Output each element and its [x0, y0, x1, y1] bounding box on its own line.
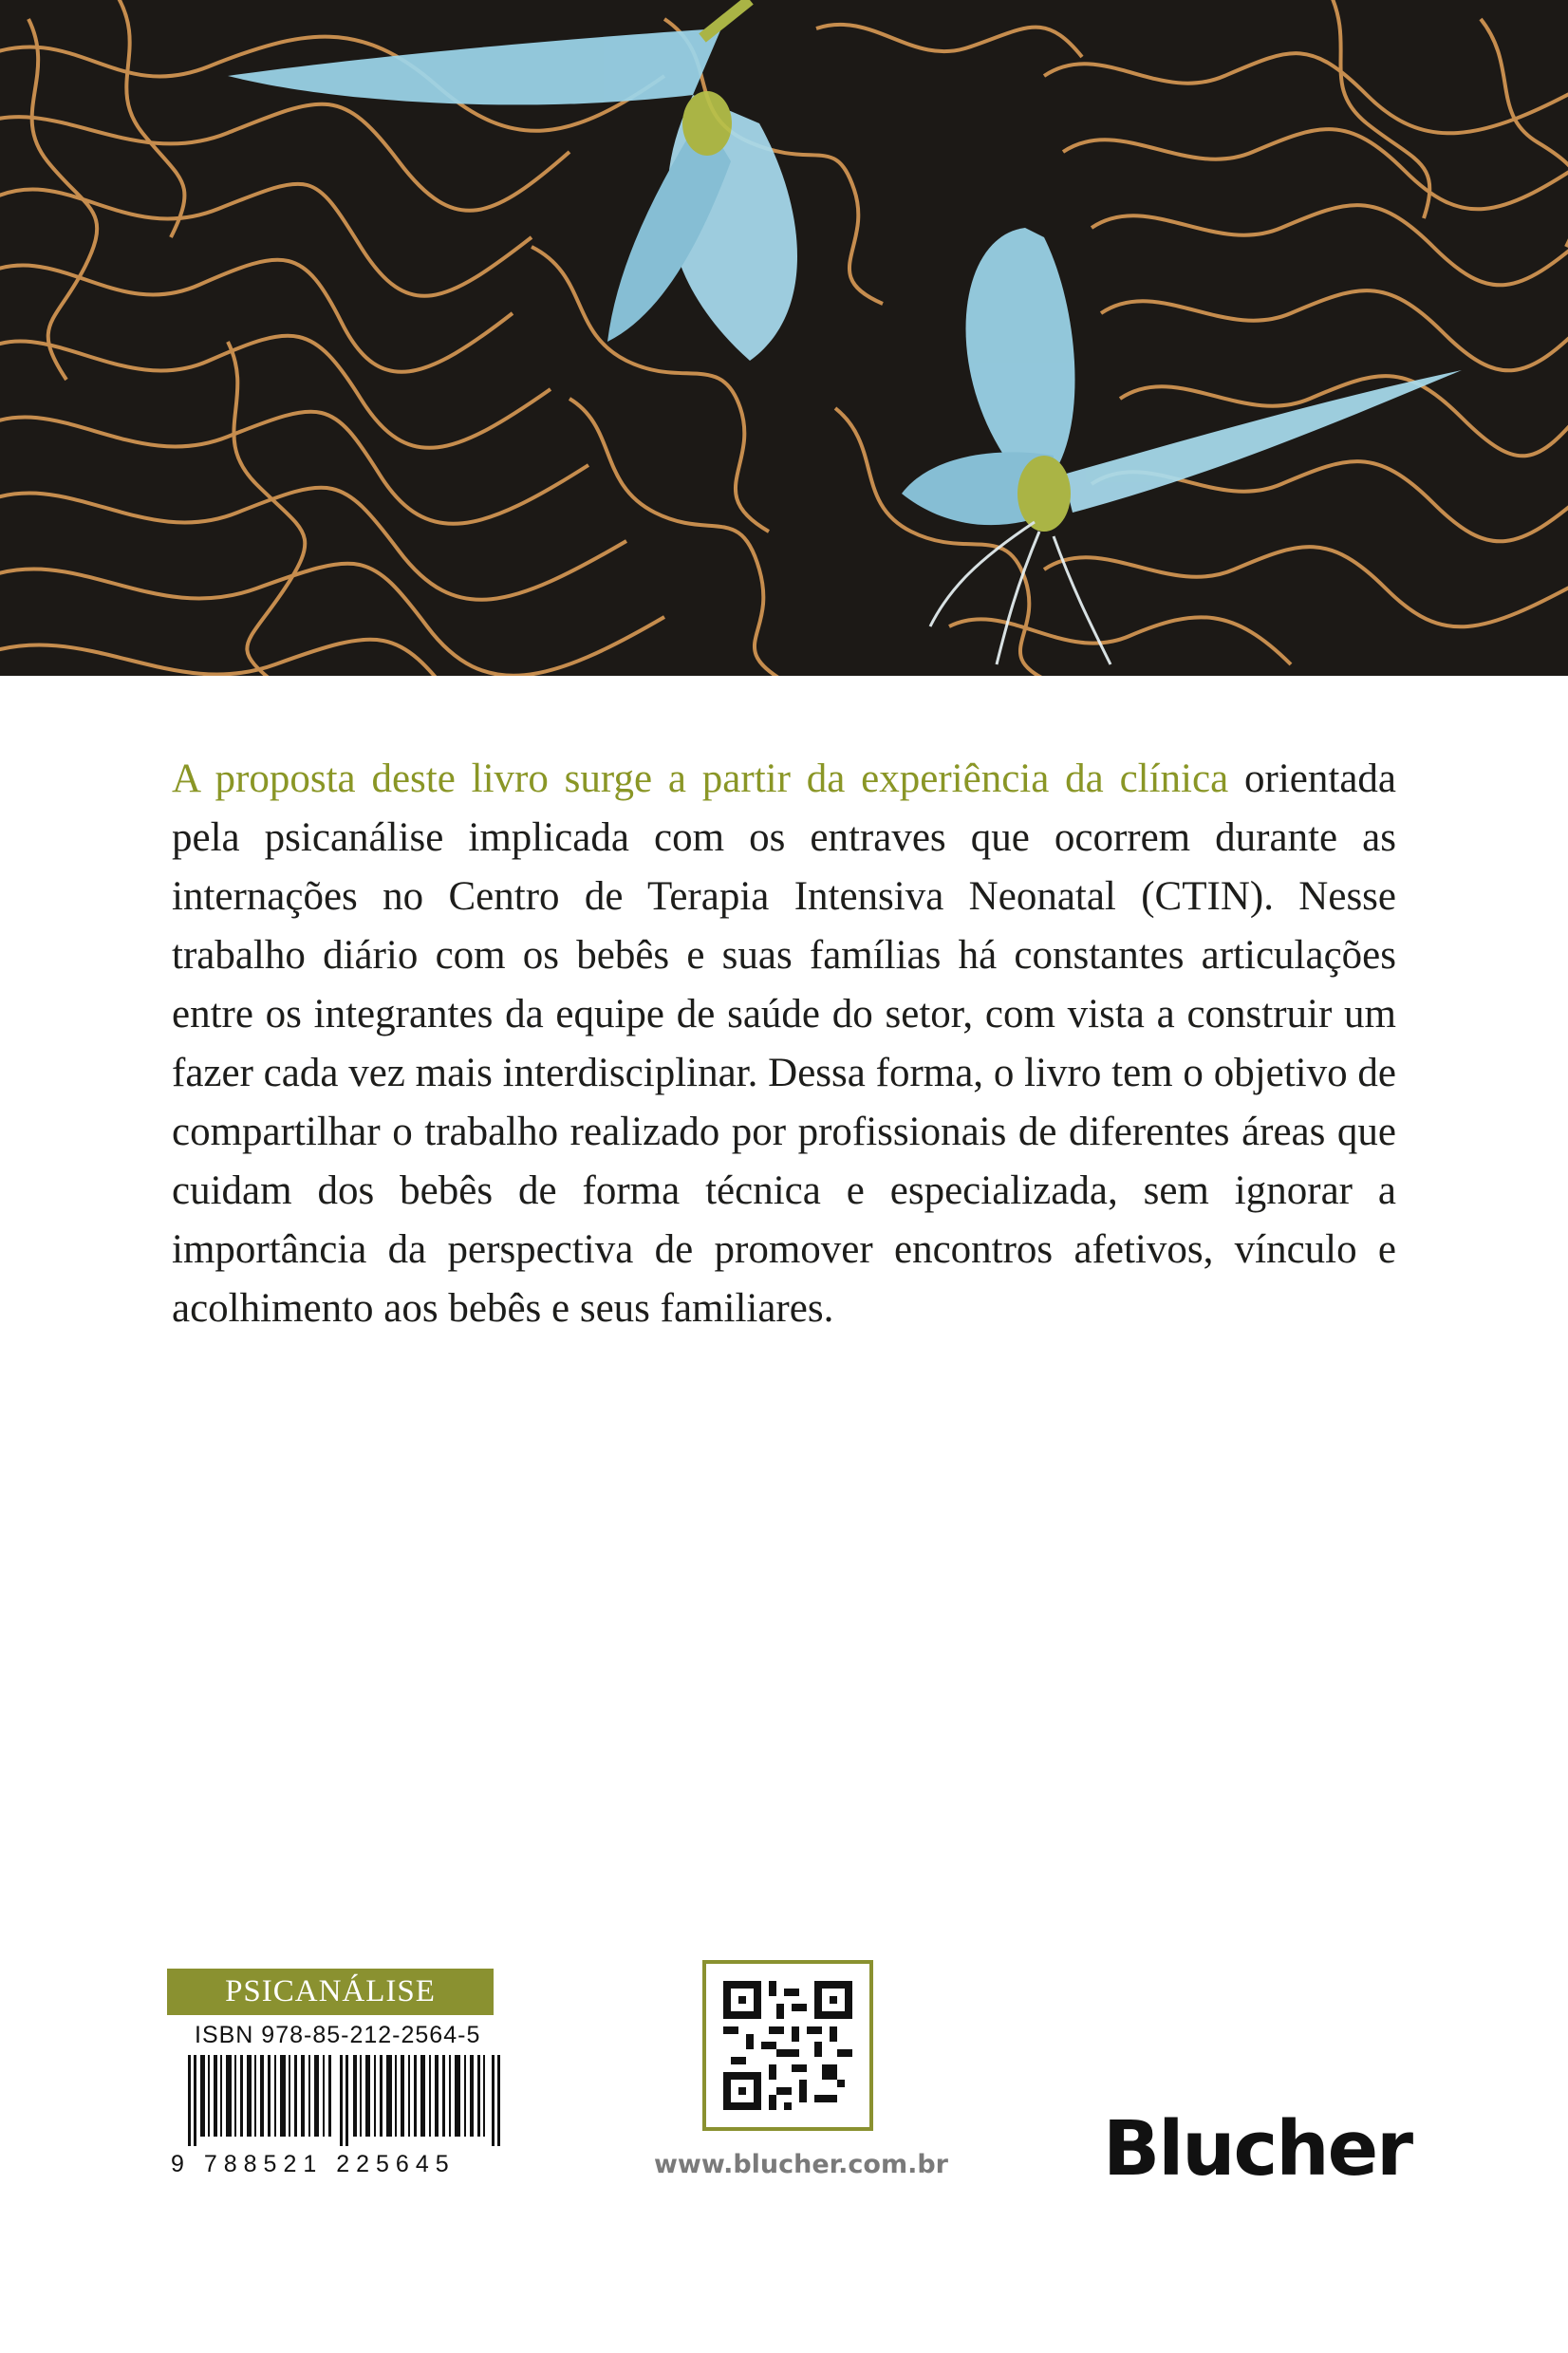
blurb-body: orientada pela psicanálise implicada com os entraves que ocorrem durante as internações no Centro de Terapia Intensiva Neonatal (CTIN). Nesse trabalho diário com os bebês e suas famílias há constantes articulações entre os integrantes da equipe de saúde do setor, com vista a construir um fazer cada vez mais interdisciplinar. Dessa forma, o livro tem o objetivo de compartilhar o trabalho realizado por profissionais de diferentes áreas que cuidam dos bebês de forma técnica e especializada, sem ignorar a importância da perspectiva de promover encontros afetivos, vínculo e acolhimento aos bebês e seus familiares. [172, 756, 1396, 1331]
publisher-website[interactable]: www.blucher.com.br [653, 2150, 948, 2179]
isbn-label: ISBN 978-85-212-2564-5 [195, 2022, 481, 2048]
barcode-digits: 9 788521 225645 [171, 2151, 456, 2177]
contour-art [0, 0, 1568, 676]
insect-1 [228, 0, 797, 361]
blurb-lead: A proposta deste livro surge a partir da experiência da clínica [172, 756, 1229, 801]
category-label: PSICANÁLISE [167, 1969, 494, 2015]
barcode-icon [188, 2055, 506, 2146]
publisher-logo: Blucher [1103, 2105, 1412, 2193]
cover-illustration [0, 0, 1568, 676]
qr-code-icon [723, 1981, 852, 2110]
qr-code[interactable] [702, 1960, 873, 2131]
back-cover-blurb [172, 750, 1396, 1338]
